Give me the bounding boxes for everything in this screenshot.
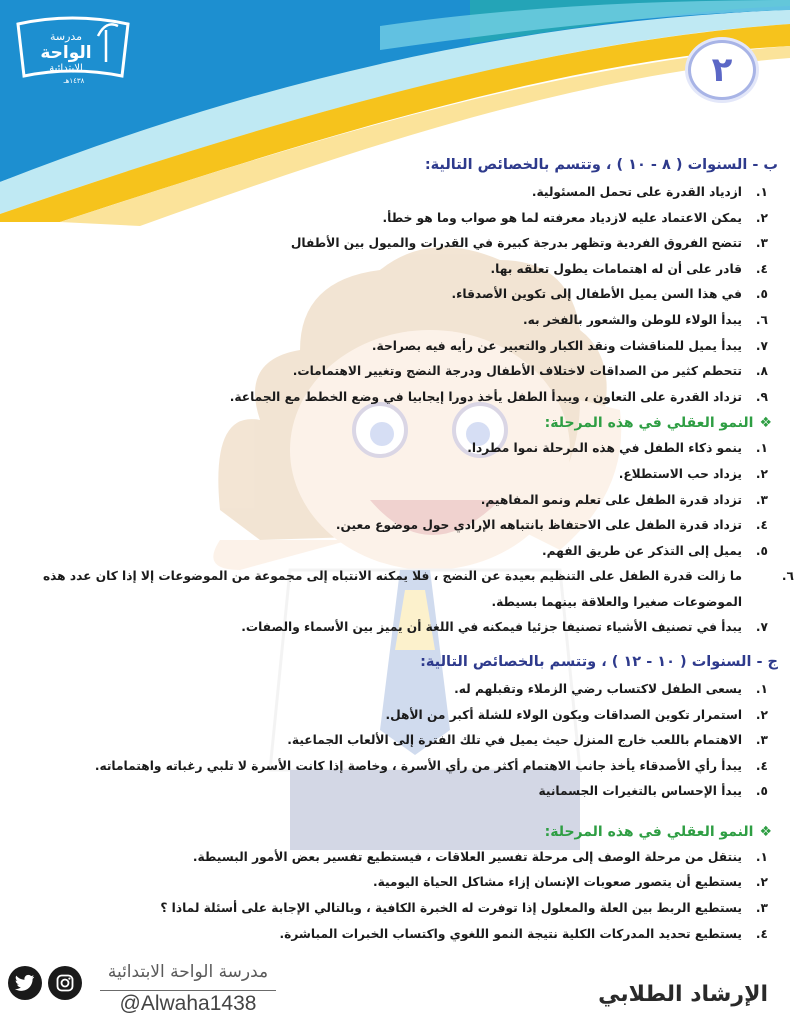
instagram-icon[interactable]: [48, 966, 82, 1000]
list-item: ٢.يستطيع أن يتصور صعوبات الإنسان إزاء مشاكل الحياة اليومية.: [372, 875, 768, 890]
logo-line1: مدرسة: [49, 30, 83, 43]
footer-divider: [100, 990, 276, 991]
section-b-list: [14, 180, 778, 410]
diamond-bullet-icon: ❖: [759, 415, 772, 432]
list-item: ٣.الاهتمام باللعب خارج المنزل حيث يميل في تلك الفترة إلى الألعاب الجماعية.: [287, 733, 768, 748]
list-item: ٣.تزداد قدرة الطفل على تعلم ونمو المفاهيم.: [480, 492, 768, 507]
list-item: ٥.في هذا السن يميل الأطفال إلى تكوين الأصدقاء.: [451, 287, 768, 302]
section-c-mental-title: ❖النمو العقلي في هذه المرحلة:: [544, 823, 772, 840]
page-content: [14, 150, 794, 947]
list-item: ٢.يزداد حب الاستطلاع.: [618, 466, 768, 481]
list-item: ٦.يبدأ الولاء للوطن والشعور بالفخر به.: [522, 312, 768, 327]
twitter-icon[interactable]: [8, 966, 42, 1000]
list-item: ٧.يبدأ يميل للمناقشات ونقد الكبار والتعبير عن رأيه فيه بصراحة.: [371, 338, 768, 353]
logo-line2: الواحة: [40, 43, 92, 63]
list-item: ٦.ما زالت قدرة الطفل على التنظيم بعيدة عن النضج ، فلا يمكنه الانتباه إلى مجموعة من الموضوعات إلا إذا كان عدد هذه الموضوعات صغيرا والعلاقة بينهما بسيطة.: [42, 569, 794, 609]
section-b-mental-list: [14, 436, 794, 641]
list-item: ٣.تتضح الفروق الفردية وتظهر بدرجة كبيرة في القدرات والميول بين الأطفال: [290, 236, 768, 251]
section-c-mental-list: [14, 845, 778, 947]
list-item: ١.ينمو ذكاء الطفل في هذه المرحلة نموا مطردا.: [467, 441, 768, 456]
section-c-list: [14, 677, 778, 805]
section-c-title: ج - السنوات ( ١٠ - ١٢ ) ، وتتسم بالخصائص التالية:: [420, 653, 778, 670]
list-item: ٤.تزداد قدرة الطفل على الاحتفاظ بانتباهه الإرادي حول موضوع معين.: [335, 518, 768, 533]
list-item: ٣.يستطيع الربط بين العلة والمعلول إذا توفرت له الخبرة الكافية ، وبالتالي الإجابة على أسئلة لماذا ؟: [160, 901, 768, 916]
social-icons: [8, 966, 82, 1000]
page-number-badge: [688, 40, 756, 100]
list-item: ١.يسعى الطفل لاكتساب رضي الزملاء وتقبلهم له.: [454, 681, 768, 696]
department-title: الإرشاد الطلابي: [598, 982, 768, 1007]
logo-line3: الابتدائية: [49, 63, 83, 74]
list-item: ٤.قادر على أن له اهتمامات يطول تعلقه بها.: [490, 261, 768, 276]
list-item: ١.ازدياد القدرة على تحمل المسئولية.: [531, 185, 768, 199]
list-item: ٤.يستطيع تحديد المدركات الكلية نتيجة النمو اللغوي واكتساب الخبرات المباشرة.: [279, 926, 768, 941]
diamond-bullet-icon: ❖: [759, 823, 772, 840]
list-item: ١.ينتقل من مرحلة الوصف إلى مرحلة تفسير العلاقات ، فيستطيع تفسير بعض الأمور البسيطة.: [192, 849, 768, 864]
list-item: ٤.يبدأ رأي الأصدقاء يأخذ جانب الاهتمام أكثر من رأي الأسرة ، وخاصة إذا كانت الأسرة لا تلبي رغباته واهتماماته.: [94, 758, 768, 773]
list-item: ٥.يبدأ الإحساس بالتغيرات الجسمانية: [538, 784, 768, 799]
school-logo: [14, 10, 132, 88]
social-handle[interactable]: @Alwaha1438: [119, 992, 257, 1015]
list-item: ٢.استمرار تكوين الصداقات ويكون الولاء للشلة أكبر من الأهل.: [385, 707, 768, 722]
list-item: ٥.يميل إلى التذكر عن طريق الفهم.: [541, 543, 768, 558]
footer-school-name: مدرسة الواحة الابتدائية: [107, 962, 269, 982]
list-item: ٧.يبدأ في تصنيف الأشياء تصنيفا جزئيا فيمكنه في اللغة أن يميز بين الأسماء والصفات.: [241, 620, 768, 635]
page-number: ٢: [711, 50, 733, 90]
list-item: ٨.تتحطم كثير من الصداقات لاختلاف الأطفال ودرجة النضج وتغيير الاهتمامات.: [292, 364, 768, 379]
section-b-mental-title: ❖النمو العقلي في هذه المرحلة:: [544, 415, 772, 432]
list-item: ٢.يمكن الاعتماد عليه لازدياد معرفته لما هو صواب وما هو خطأ.: [382, 210, 768, 225]
logo-year: ١٤٣٨هـ: [63, 77, 85, 85]
section-b-title: ب - السنوات ( ٨ - ١٠ ) ، وتتسم بالخصائص التالية:: [424, 157, 778, 173]
list-item: ٩.تزداد القدرة على التعاون ، ويبدأ الطفل يأخذ دورا إيجابيا في وضع الخطط مع الجماعة.: [229, 389, 768, 404]
